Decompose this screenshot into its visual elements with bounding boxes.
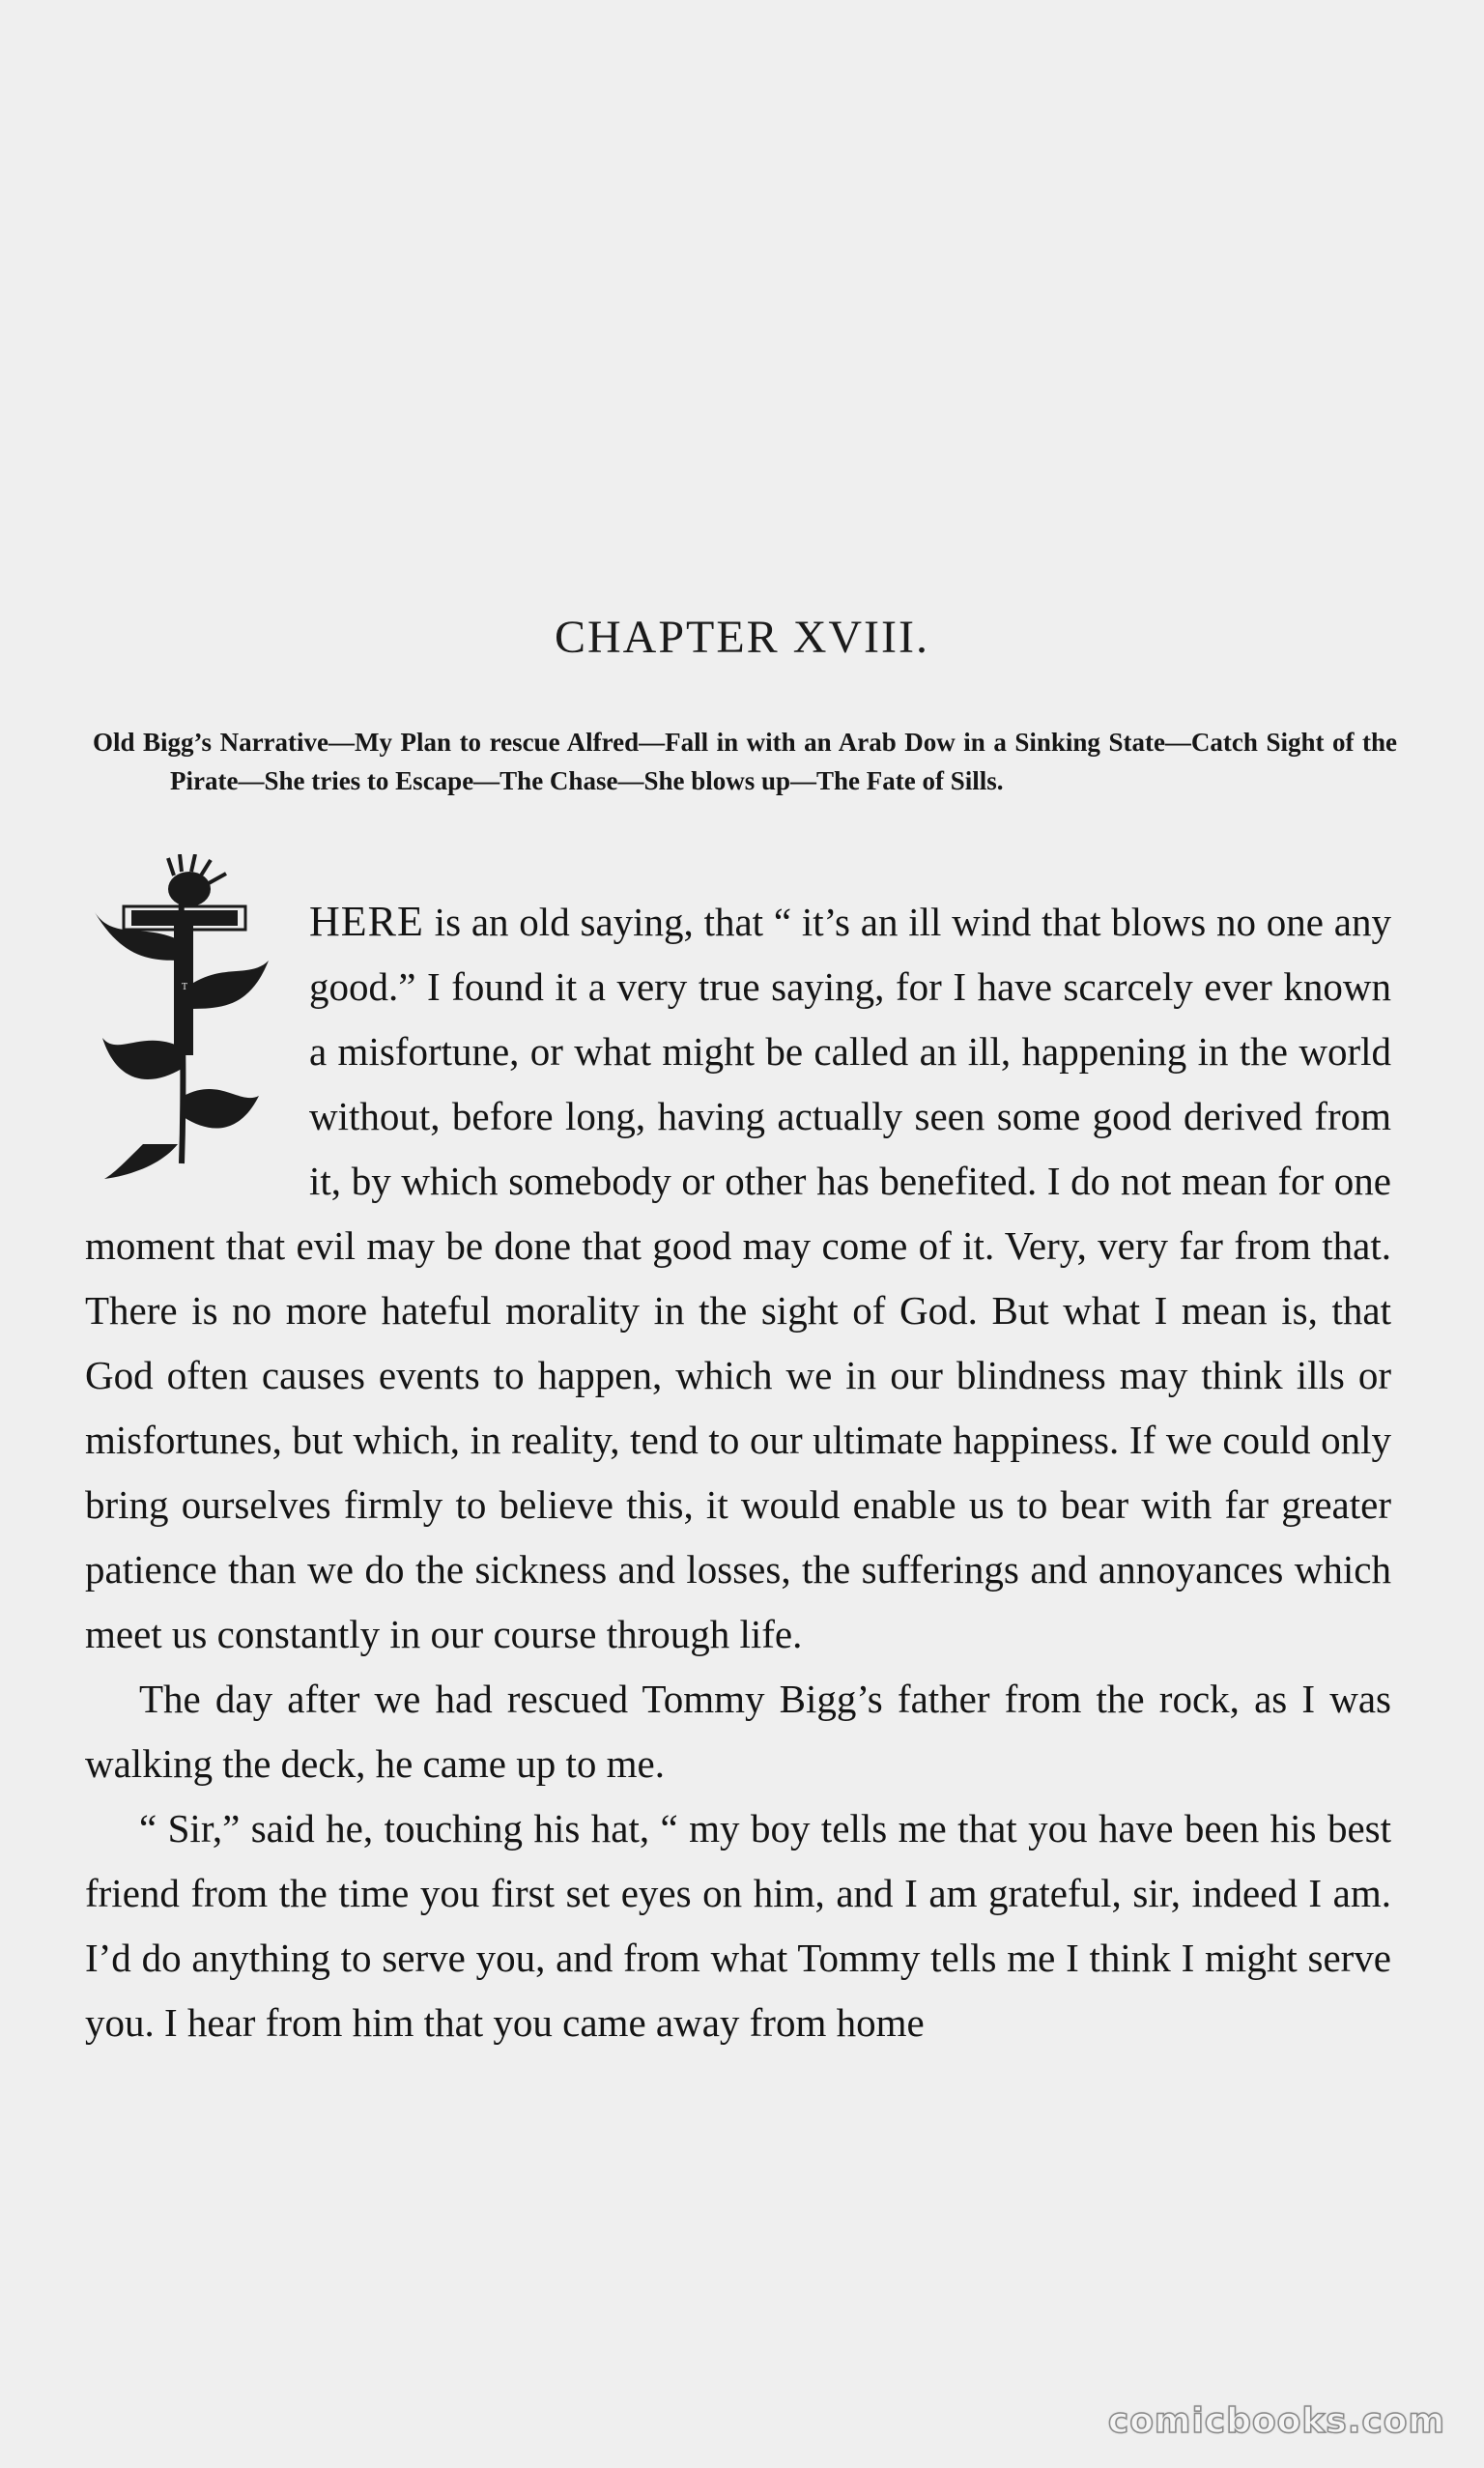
paragraph-1 [85, 889, 1391, 1667]
decorated-initial [85, 854, 292, 1183]
paragraph-2: The day after we had rescued Tommy Bigg’s father from the rock, as I was walking the deck, he came up to me. [85, 1677, 1391, 1786]
chapter-title: CHAPTER XVIII. [555, 612, 929, 663]
watermark-logo: comicbooks.com [1107, 2401, 1445, 2441]
paragraph-1-text: is an old saying, that “ it’s an ill wind that blows no one any good.” I found it a very true saying, for I have scarcely ever known a misfortune, or what might be called an ill, happening in the world without, before long, having actually seen some good derived from it, by which somebody or other has benefited. I do not mean for one moment that evil may be done that good may come of it. Very, very far from that. There is no more hateful morality in the sight of God. But what I mean is, that God often causes events to happen, which we in our blindness may think ills or misfortunes, but which, in reality, tend to our ultimate happiness. If we could only bring ourselves firmly to believe this, it would enable us to bear with far greater patience than we do the sickness and losses, the sufferings and annoyances which meet us constantly in our course through life. [85, 900, 1391, 1656]
dropcap-rest: HERE [309, 898, 424, 945]
svg-text:T: T [181, 982, 188, 992]
chapter-body [85, 889, 1391, 2055]
thistle-ornament-icon [85, 854, 292, 1183]
chapter-summary: Old Bigg’s Narrative—My Plan to rescue Alfred—Fall in with an Arab Dow in a Sinking State—Catch Sight of the Pirate—She tries to Escape—The Chase—She blows up—The Fate of Sills. [93, 728, 1397, 795]
paragraph-3: “ Sir,” said he, touching his hat, “ my boy tells me that you have been his best friend from the time you first set eyes on him, and I am grateful, sir, indeed I am. I’d do anything to serve you, and from what Tommy tells me I think I might serve you. I hear from him that you came away from home [85, 1806, 1391, 2045]
